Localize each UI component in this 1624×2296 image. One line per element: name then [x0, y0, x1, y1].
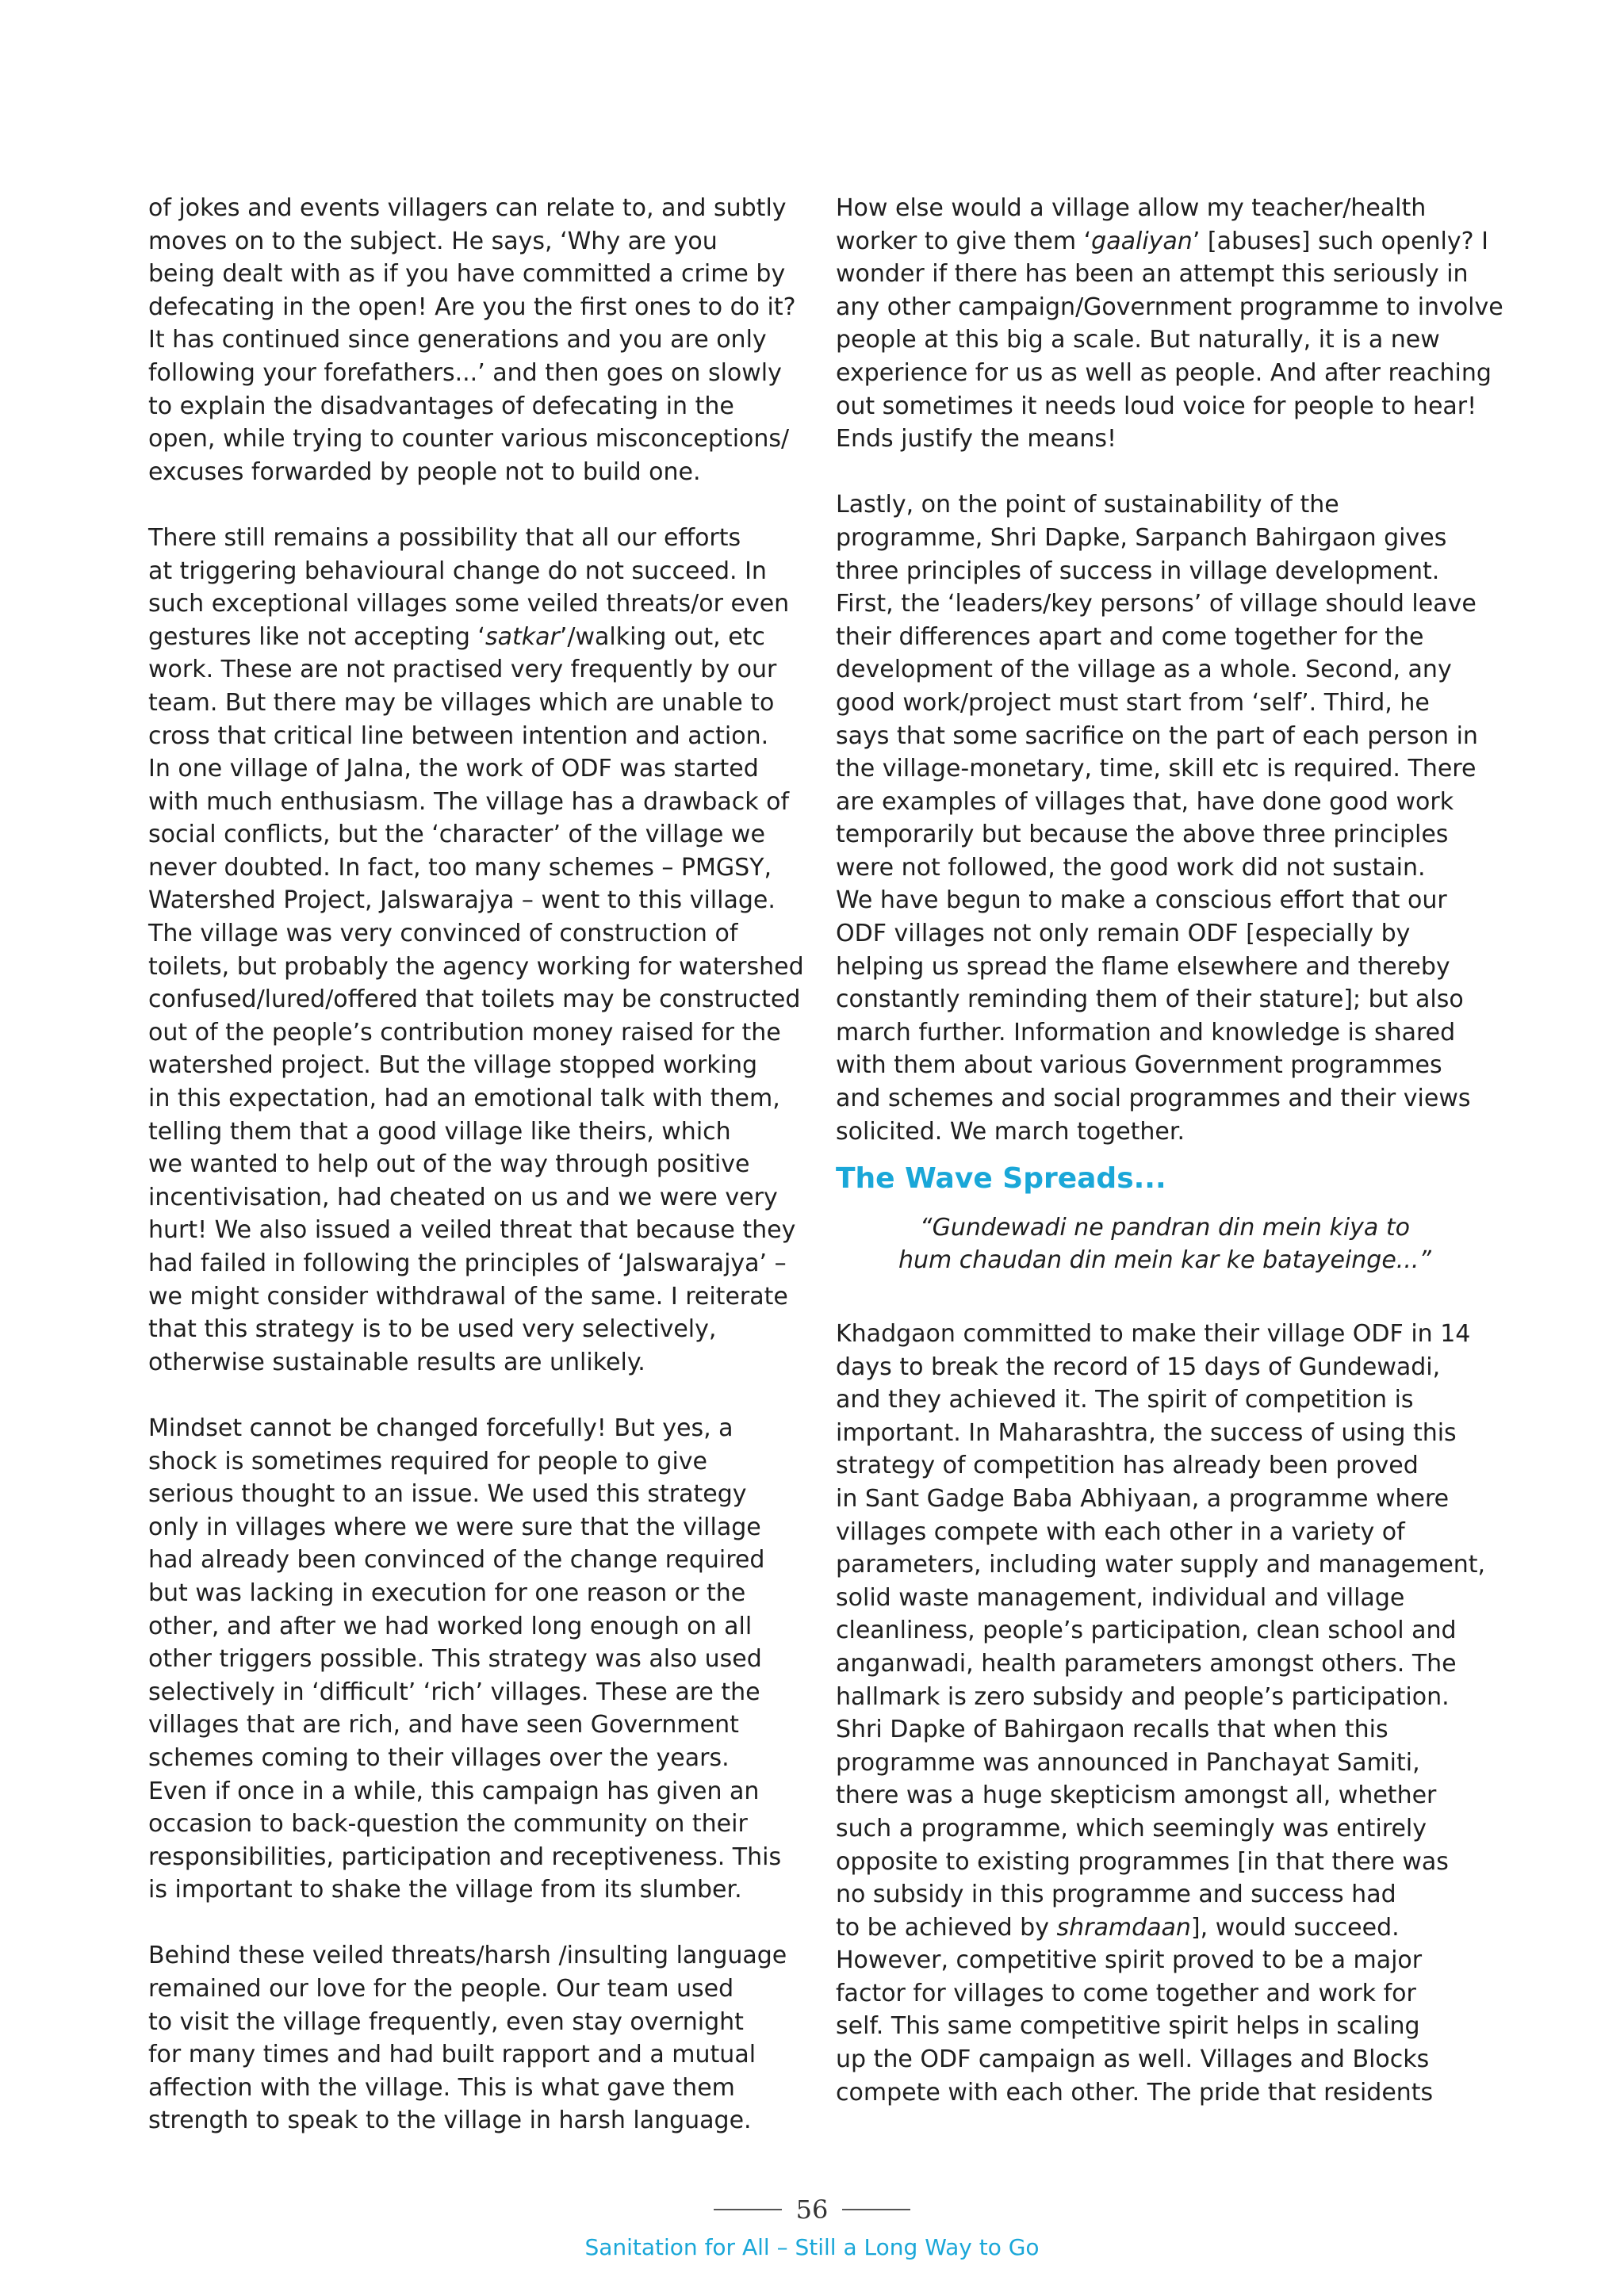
text-line: schemes coming to their villages over the years. — [148, 1743, 730, 1772]
text-line: shock is sometimes required for people to give — [148, 1447, 707, 1475]
page-number-row — [0, 2195, 1624, 2225]
text-line: confused/lured/offered that toilets may be constructed — [148, 985, 801, 1014]
text-line: It has continued since generations and you are only — [148, 326, 767, 354]
text-line: we wanted to help out of the way through positive — [148, 1150, 750, 1179]
text-line: compete with each other. The pride that residents — [836, 2078, 1434, 2107]
text-line: telling them that a good village like theirs, which — [148, 1117, 731, 1146]
italic-term: satkar — [485, 622, 560, 651]
right-rule — [842, 2209, 910, 2210]
paragraph-gap — [148, 1379, 806, 1412]
text-line: serious thought to an issue. We used this strategy — [148, 1480, 747, 1509]
text-line: out of the people’s contribution money raised for the — [148, 1018, 781, 1047]
paragraph-gap — [836, 456, 1494, 489]
text-line: otherwise sustainable results are unlikely. — [148, 1348, 645, 1376]
text-line: villages compete with each other in a variety of — [836, 1517, 1405, 1546]
text-line: watershed project. But the village stopped working — [148, 1051, 758, 1080]
text-line: and schemes and social programmes and their views — [836, 1085, 1471, 1113]
text-line: to explain the disadvantages of defecating in the — [148, 392, 734, 420]
text-line: for many times and had built rapport and a mutual — [148, 2041, 756, 2069]
text-segment: ’/walking out, etc — [559, 622, 765, 651]
text-line: opposite to existing programmes [in that there was — [836, 1847, 1449, 1876]
text-line: moves on to the subject. He says, ‘Why are you — [148, 227, 718, 255]
section-heading: The Wave Spreads... — [836, 1162, 1166, 1196]
text-line: had already been convinced of the change required — [148, 1546, 765, 1575]
text-line: no subsidy in this programme and success had — [836, 1881, 1396, 1909]
right-column-top-text — [836, 192, 1503, 1148]
text-line: any other campaign/Government programme to involve — [836, 293, 1503, 321]
text-line — [148, 621, 806, 654]
text-segment: ’ [abuses] such openly? I — [1192, 227, 1488, 255]
left-rule — [714, 2209, 782, 2210]
text-line: there was a huge skepticism amongst all, whether — [836, 1781, 1437, 1810]
text-line: temporarily but because the above three principles — [836, 821, 1449, 849]
text-line: hallmark is zero subsidy and people’s participation. — [836, 1682, 1450, 1711]
text-line: to visit the village frequently, even stay overnight — [148, 2007, 744, 2036]
text-line: in Sant Gadge Baba Abhiyaan, a programme where — [836, 1484, 1450, 1513]
text-line: such exceptional villages some veiled threats/or even — [148, 590, 790, 618]
text-line: In one village of Jalna, the work of ODF was started — [148, 755, 759, 783]
text-line: being dealt with as if you have committed a crime by — [148, 260, 786, 289]
text-line: is important to shake the village from its slumber. — [148, 1876, 742, 1904]
text-line — [836, 225, 1494, 258]
text-line: occasion to back-question the community on their — [148, 1810, 748, 1839]
text-line: ODF villages not only remain ODF [especially by — [836, 920, 1411, 948]
text-line: with them about various Government programmes — [836, 1051, 1442, 1080]
text-line: open, while trying to counter various misconceptions/ — [148, 425, 790, 453]
text-line: and they achieved it. The spirit of competition is — [836, 1386, 1414, 1414]
text-line: three principles of success in village development. — [836, 557, 1440, 585]
text-line: However, competitive spirit proved to be a major — [836, 1946, 1423, 1975]
text-line: Ends justify the means! — [836, 425, 1117, 453]
text-line: factor for villages to come together and work for — [836, 1979, 1416, 2007]
text-line: strength to speak to the village in harsh language. — [148, 2107, 752, 2135]
text-line: the village-monetary, time, skill etc is required. There — [836, 755, 1477, 783]
text-line: are examples of villages that, have done good work — [836, 787, 1454, 816]
text-line: with much enthusiasm. The village has a drawback of — [148, 787, 790, 816]
text-line: responsibilities, participation and receptiveness. This — [148, 1843, 782, 1871]
text-line: First, the ‘leaders/key persons’ of village should leave — [836, 590, 1477, 618]
text-line: constantly reminding them of their stature]; but also — [836, 985, 1464, 1014]
text-line: but was lacking in execution for one reason or the — [148, 1578, 746, 1607]
text-line: anganwadi, health parameters amongst others. The — [836, 1649, 1457, 1678]
text-line: self. This same competitive spirit helps in scaling — [836, 2012, 1420, 2041]
text-line: out sometimes it needs loud voice for people to hear! — [836, 392, 1477, 420]
text-line: following your forefathers...’ and then goes on slowly — [148, 358, 782, 387]
paragraph-gap — [148, 488, 806, 522]
footer-title: Sanitation for All – Still a Long Way to Go — [584, 2234, 1040, 2260]
text-line: at triggering behavioural change do not succeed. In — [148, 557, 767, 585]
quote-line-2: hum chaudan din mein kar ke batayeinge...” — [898, 1246, 1431, 1275]
text-line: Watershed Project, Jalswarajya – went to this village. — [148, 886, 776, 915]
text-line: good work/project must start from ‘self’. Third, he — [836, 688, 1430, 717]
text-line: helping us spread the flame elsewhere and thereby — [836, 952, 1450, 981]
left-column — [148, 192, 806, 2137]
text-line — [836, 1911, 1494, 1945]
text-line: incentivisation, had cheated on us and we were very — [148, 1183, 778, 1211]
text-line: work. These are not practised very frequently by our — [148, 656, 777, 684]
text-segment: worker to give them ‘ — [836, 227, 1092, 255]
text-line: days to break the record of 15 days of Gundewadi, — [836, 1353, 1441, 1381]
text-line: cleanliness, people’s participation, clean school and — [836, 1617, 1457, 1645]
text-line: programme was announced in Panchayat Samiti, — [836, 1748, 1420, 1777]
right-column-bottom-text — [836, 1318, 1494, 2109]
text-line: solicited. We march together. — [836, 1117, 1185, 1146]
text-line: up the ODF campaign as well. Villages and Blocks — [836, 2045, 1430, 2074]
text-line: Mindset cannot be changed forcefully! But yes, a — [148, 1414, 733, 1442]
text-line: hurt! We also issued a veiled threat that because they — [148, 1216, 796, 1245]
paragraph-gap — [148, 1907, 806, 1940]
text-line: that this strategy is to be used very selectively, — [148, 1315, 717, 1344]
text-line: solid waste management, individual and village — [836, 1583, 1405, 1612]
text-line: defecating in the open! Are you the first ones to do it? — [148, 293, 796, 321]
text-line: The village was very convinced of construction of — [148, 920, 738, 948]
text-line: programme, Shri Dapke, Sarpanch Bahirgaon gives — [836, 523, 1447, 552]
text-line: cross that critical line between intention and action. — [148, 721, 769, 750]
text-line: experience for us as well as people. And after reaching — [836, 358, 1492, 387]
text-line: wonder if there has been an attempt this seriously in — [836, 260, 1469, 289]
italic-term: gaaliyan — [1091, 227, 1193, 255]
text-line: Lastly, on the point of sustainability of the — [836, 491, 1339, 519]
text-line: How else would a village allow my teacher/health — [836, 194, 1427, 222]
text-line: such a programme, which seemingly was entirely — [836, 1814, 1427, 1843]
text-line: march further. Information and knowledge is shared — [836, 1018, 1456, 1047]
text-line: remained our love for the people. Our team used — [148, 1975, 734, 2003]
italic-term: shramdaan — [1056, 1913, 1191, 1942]
text-line: people at this big a scale. But naturally, it is a new — [836, 326, 1440, 354]
text-line: of jokes and events villagers can relate to, and subtly — [148, 194, 787, 222]
text-line: team. But there may be villages which are unable to — [148, 688, 775, 717]
text-line: selectively in ‘difficult’ ‘rich’ villages. These are the — [148, 1678, 760, 1706]
text-line: Behind these veiled threats/harsh /insulting language — [148, 1942, 787, 1970]
text-segment: to be achieved by — [836, 1913, 1057, 1942]
text-segment: gestures like not accepting ‘ — [148, 622, 485, 651]
text-segment: ], would succeed. — [1190, 1913, 1400, 1942]
text-line: villages that are rich, and have seen Government — [148, 1711, 739, 1739]
text-line: We have begun to make a conscious effort that our — [836, 886, 1447, 915]
text-line: There still remains a possibility that all our efforts — [148, 523, 741, 552]
text-line: development of the village as a whole. Second, any — [836, 656, 1452, 684]
text-line: Khadgaon committed to make their village ODF in 14 — [836, 1320, 1471, 1348]
text-line: important. In Maharashtra, the success of using this — [836, 1418, 1457, 1447]
quote-line-1: “Gundewadi ne pandran din mein kiya to — [920, 1213, 1410, 1242]
right-column — [836, 192, 1503, 2109]
text-line: excuses forwarded by people not to build one. — [148, 457, 701, 486]
text-line: only in villages where we were sure that the village — [148, 1513, 761, 1541]
text-line: other, and after we had worked long enough on all — [148, 1612, 753, 1640]
text-line: says that some sacrifice on the part of each person in — [836, 721, 1478, 750]
text-line: Shri Dapke of Bahirgaon recalls that when this — [836, 1716, 1388, 1744]
text-line: toilets, but probably the agency working for watershed — [148, 952, 804, 981]
page-number: 56 — [795, 2195, 829, 2225]
pull-quote — [836, 1211, 1494, 1277]
text-line: other triggers possible. This strategy was also used — [148, 1645, 762, 1674]
text-line: in this expectation, had an emotional talk with them, — [148, 1085, 780, 1113]
text-line: were not followed, the good work did not sustain. — [836, 853, 1426, 882]
text-line: affection with the village. This is what gave them — [148, 2073, 735, 2102]
text-line: we might consider withdrawal of the same. I reiterate — [148, 1282, 788, 1311]
text-line: social conflicts, but the ‘character’ of the village we — [148, 821, 765, 849]
text-line: never doubted. In fact, too many schemes – PMGSY, — [148, 853, 772, 882]
text-line: Even if once in a while, this campaign has given an — [148, 1777, 760, 1805]
text-line: strategy of competition has already been proved — [836, 1452, 1419, 1480]
text-line: had failed in following the principles of ‘Jalswarajya’ – — [148, 1249, 787, 1277]
text-line: parameters, including water supply and management, — [836, 1551, 1486, 1579]
text-line: their differences apart and come together for the — [836, 622, 1424, 651]
